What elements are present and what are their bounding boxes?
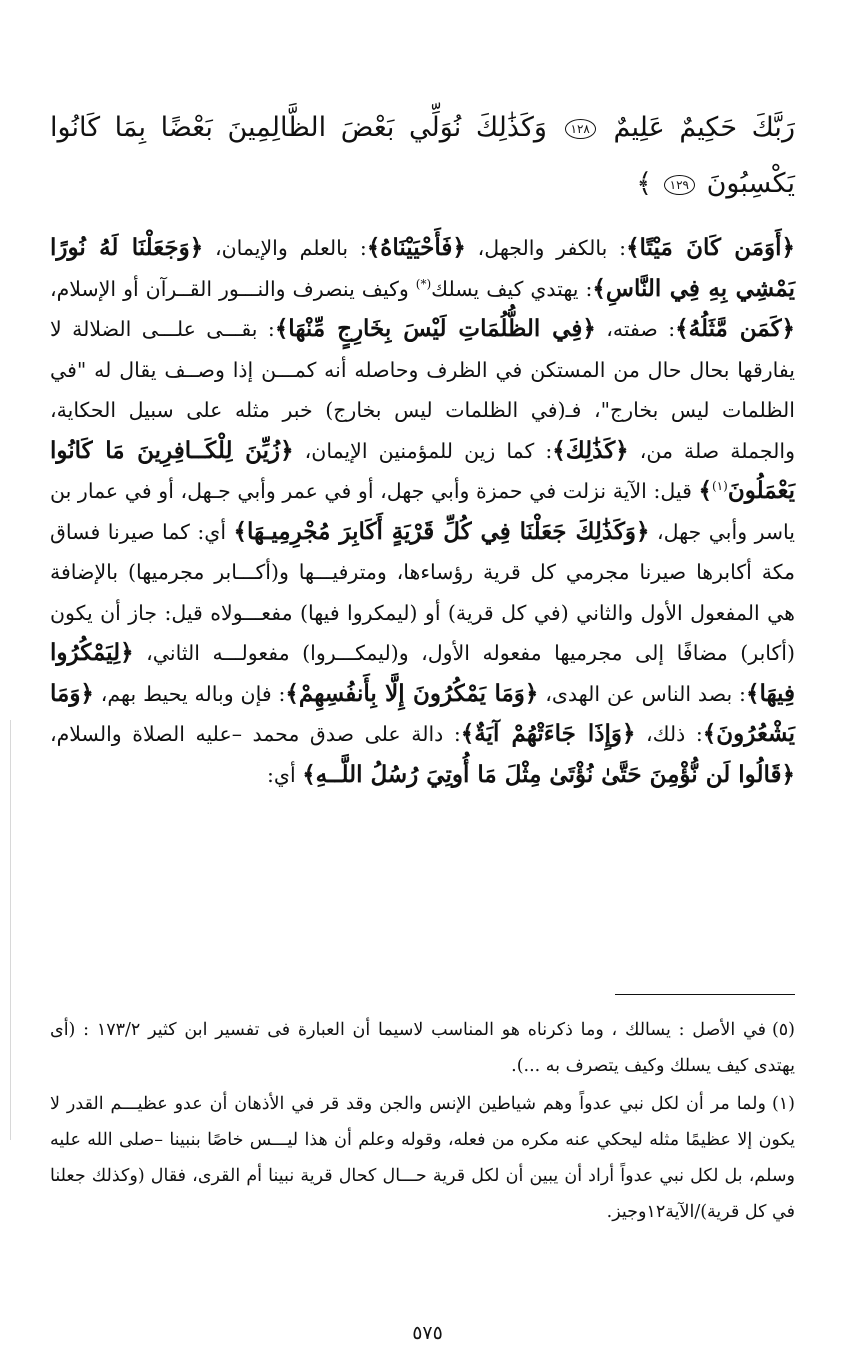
commentary-text: : بقـــى علـــى الضلالة لا يفارقها بحال حال من المستكن في الظرف وحاصله أنه كمـــن إذا وصــف يقال له "في الظلمات ليس بخارج"، فـ(في الظلمات ليس بخارج) خبر مثله على سبيل الحكاية، والجملة صلة من،	[50, 317, 795, 463]
page-margin-line	[10, 720, 11, 1140]
quran-quote: ﴿كَمَن مَّثَلُهُ﴾	[675, 315, 796, 342]
quran-quote: ﴿لِيَمْكُرُوا فِيهَا﴾	[50, 639, 795, 707]
quran-quote: ﴿وَمَا يَشْعُرُونَ﴾	[50, 679, 795, 747]
commentary-text: : بصد الناس عن الهدى،	[538, 681, 746, 706]
quran-quote: ﴿زُيِّنَ لِلْكَــافِرِينَ مَا كَانُوا يَعْمَلُونَ	[50, 436, 795, 504]
commentary-text: : يهتدي كيف يسلك	[431, 276, 593, 301]
tafsir-commentary	[50, 228, 795, 795]
closing-bracket: ﴾	[636, 168, 653, 199]
commentary-text: قيل: الآية نزلت في حمزة وأبي جهل، أو في عمر وأبي جـهل، أو في عمار بن ياسر وأبي جهل،	[50, 479, 796, 544]
quran-quote: ﴾	[698, 477, 712, 504]
footnote-reference: (١)	[711, 479, 728, 494]
footnote-text: في الأصل : يسالك ، وما ذكرناه هو المناسب لاسيما أن العبارة فى تفسير ابن كثير ١٧٣/٢ : (أى يهتدى كيف يسلك وكيف يتصرف به ...).	[50, 1020, 795, 1076]
quran-quote: ﴿كَذَٰلِكَ﴾	[552, 436, 629, 464]
quran-verse-block	[50, 100, 795, 212]
commentary-text: : بالعلم والإيمان،	[203, 236, 367, 260]
commentary-text: أي:	[267, 762, 303, 787]
commentary-text: : دالة على صدق محمد –عليه الصلاة والسلام،	[50, 722, 461, 746]
commentary-text: : كما زين للمؤمنين الإيمان،	[293, 438, 553, 463]
quran-quote: ﴿وَإِذَا جَاءَتْهُمْ آيَةٌ﴾	[460, 720, 636, 747]
commentary-text: : فإن وباله يحيط بهم،	[93, 681, 286, 706]
quran-quote: ﴿قَالُوا لَن نُّؤْمِنَ حَتَّىٰ نُؤْتَىٰ مِثْلَ مَا أُوتِيَ رُسُلُ اللَّــهِ﴾	[302, 760, 795, 788]
commentary-text: : ذلك،	[635, 722, 703, 746]
footnote	[50, 1012, 795, 1084]
footnote-reference: (*)	[415, 276, 432, 291]
footnote-marker: (١)	[771, 1094, 795, 1114]
footnote-text: ولما مر أن لكل نبي عدواً وهم شياطين الإنس والجن وقد قر في الأذهان أن عدو عظيـــم القدر لا يكون إلا عظيمًا مثله ليحكي عنه مكره من فعله، وقوله وعلم أن هذا ليـــس خاصًا بنبينا –صلى الله عليه وسلم، بل لكل نبي عدواً أراد أن يبين أن لكل قرية حـــال كحال قرية نبينا أم القرى، فقال (وكذلك جعلنا في كل قرية)/الآية١٢وجيز.	[50, 1094, 795, 1222]
footnote-separator	[615, 994, 795, 995]
ayah-number-marker: ١٢٨	[565, 119, 596, 139]
page-number: ٥٧٥	[412, 1322, 443, 1344]
quran-verse-text: رَبَّكَ حَكِيمٌ عَلِيمٌ	[613, 112, 795, 143]
ayah-number-marker: ١٢٩	[664, 175, 695, 195]
commentary-text: : بالكفر والجهل،	[465, 236, 627, 260]
footnote-marker: (٥)	[771, 1020, 795, 1040]
quran-quote: ﴿وَمَا يَمْكُرُونَ إِلَّا بِأَنفُسِهِمْ﴾	[285, 679, 539, 707]
commentary-text: أي: كما صيرنا فساق مكة أكابرها صيرنا مجرمي كل قرية رؤساءها، ومترفيـــها و(أكـــابر مجرميها) بالإضافة هي المفعول الأول والثاني (في كل قرية) أو (ليمكروا فيها) مفعـــولاه قيل: جاز أن يكون (أكابر) مضافًا إلى مجرميها مفعوله الأول، و(ليمكـــروا) مفعولـــه الثاني،	[50, 519, 795, 665]
quran-quote: ﴿فَأَحْيَيْنَاهُ﴾	[366, 234, 466, 261]
footnotes	[50, 1012, 795, 1232]
footnote	[50, 1086, 795, 1230]
quran-quote: ﴿أَوَمَن كَانَ مَيْتًا﴾	[626, 234, 796, 261]
commentary-text: : صفته،	[595, 317, 676, 341]
quran-quote: ﴿فِي الظُّلُمَاتِ لَيْسَ بِخَارِجٍ مِّنْهَا﴾	[274, 315, 596, 342]
quran-quote: ﴿وَجَعَلْنَا لَهُ نُورًا يَمْشِي بِهِ فِي النَّاسِ﴾	[50, 234, 795, 302]
quran-verse-text: وَكَذَٰلِكَ نُوَلِّي بَعْضَ الظَّالِمِينَ بَعْضًا بِمَا كَانُوا يَكْسِبُونَ	[50, 112, 795, 199]
commentary-text: وكيف ينصرف والنـــور القــرآن أو الإسلام،	[50, 276, 416, 301]
quran-quote: ﴿وَكَذَٰلِكَ جَعَلْنَا فِي كُلِّ قَرْيَةٍ أَكَابِرَ مُجْرِمِيـهَا﴾	[233, 517, 650, 545]
